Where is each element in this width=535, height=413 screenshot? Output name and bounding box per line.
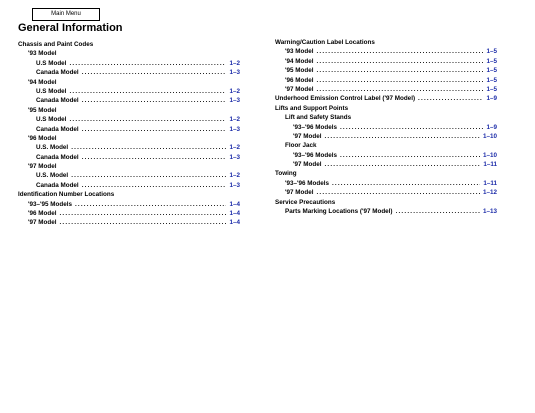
toc-entry-label: '93 Model: [285, 48, 314, 56]
toc-entry[interactable]: [275, 47, 497, 56]
toc-entry-label: '93–'96 Models: [293, 123, 337, 131]
toc-entry-label: '97 Model: [28, 219, 57, 227]
toc-entry[interactable]: [18, 59, 240, 68]
toc-entry-label: U.S. Model: [36, 172, 69, 180]
toc-entry[interactable]: [275, 132, 497, 141]
toc-entry-label: '97 Model: [285, 189, 314, 197]
page-number-link[interactable]: 1–4: [229, 200, 240, 208]
toc-entry-label: Chassis and Paint Codes: [18, 41, 94, 48]
toc-entry-label: Canada Model: [36, 153, 79, 161]
toc-heading: [18, 162, 240, 171]
page-number-link[interactable]: 1–2: [229, 116, 240, 124]
toc-entry[interactable]: [18, 68, 240, 77]
toc-left-column: [18, 40, 240, 228]
toc-entry[interactable]: [18, 143, 240, 152]
dot-leader: [71, 171, 226, 180]
dot-leader: [75, 200, 227, 209]
page-number-link[interactable]: 1–9: [486, 123, 497, 131]
toc-entry-label: '93–'96 Models: [293, 151, 337, 159]
toc-entry[interactable]: [18, 125, 240, 134]
toc-heading: [275, 141, 497, 150]
dot-leader: [59, 209, 226, 218]
toc-entry-label: Floor Jack: [285, 142, 317, 150]
toc-heading: [275, 113, 497, 122]
toc-entry-label: Towing: [275, 170, 297, 178]
toc-entry-label: Lifts and Support Points: [275, 104, 349, 112]
dot-leader: [59, 218, 226, 227]
toc-heading: [18, 134, 240, 143]
toc-entry-label: U.S. Model: [36, 144, 69, 152]
dot-leader: [82, 125, 227, 134]
toc-entry[interactable]: [18, 200, 240, 209]
toc-entry[interactable]: [18, 171, 240, 180]
dot-leader: [69, 59, 226, 68]
dot-leader: [82, 68, 227, 77]
toc-entry[interactable]: [275, 85, 497, 94]
toc-entry[interactable]: [275, 151, 497, 160]
toc-right-column: [275, 38, 497, 216]
toc-entry[interactable]: [275, 123, 497, 132]
toc-heading: [18, 40, 240, 49]
dot-leader: [418, 94, 483, 103]
page-number-link[interactable]: 1–3: [229, 125, 240, 133]
toc-entry[interactable]: [18, 115, 240, 124]
page-number-link[interactable]: 1–11: [483, 179, 497, 187]
toc-entry-label: '93–'96 Models: [285, 179, 329, 187]
toc-entry-label: '97 Model: [293, 132, 322, 140]
toc-entry-label: '96 Model: [28, 134, 57, 142]
toc-entry[interactable]: [275, 179, 497, 188]
dot-leader: [324, 132, 480, 141]
page-number-link[interactable]: 1–2: [229, 59, 240, 67]
page-title: General Information: [18, 22, 123, 34]
page-number-link[interactable]: 1–11: [483, 161, 497, 169]
toc-entry[interactable]: [18, 87, 240, 96]
toc-entry-label: '93 Model: [28, 50, 57, 58]
dot-leader: [82, 181, 227, 190]
dot-leader: [316, 85, 483, 94]
toc-entry-label: Lift and Safety Stands: [285, 114, 352, 122]
page-number-link[interactable]: 1–13: [482, 208, 497, 216]
dot-leader: [69, 87, 226, 96]
toc-heading: [275, 38, 497, 47]
toc-heading: [18, 49, 240, 58]
toc-heading: [18, 190, 240, 199]
toc-heading: [275, 104, 497, 113]
page-number-link[interactable]: 1–5: [486, 57, 497, 65]
dot-leader: [316, 47, 483, 56]
dot-leader: [82, 153, 227, 162]
dot-leader: [324, 160, 480, 169]
page-number-link[interactable]: 1–4: [229, 210, 240, 218]
toc-heading: [18, 106, 240, 115]
toc-entry-label: '94 Model: [285, 57, 314, 65]
toc-entry[interactable]: [275, 188, 497, 197]
toc-entry-label: U.S Model: [36, 87, 67, 95]
dot-leader: [332, 179, 480, 188]
dot-leader: [340, 123, 484, 132]
toc-entry[interactable]: [18, 96, 240, 105]
toc-entry[interactable]: [18, 153, 240, 162]
toc-entry[interactable]: [18, 209, 240, 218]
page-number-link[interactable]: 1–3: [229, 153, 240, 161]
page-number-link[interactable]: 1–2: [229, 87, 240, 95]
main-menu-button[interactable]: Main Menu: [32, 8, 100, 21]
toc-entry-label: Parts Marking Locations ('97 Model): [285, 208, 393, 216]
toc-entry-label: Service Precautions: [275, 198, 336, 206]
toc-entry[interactable]: [18, 181, 240, 190]
dot-leader: [82, 96, 227, 105]
toc-entry-label: '96 Model: [28, 210, 57, 218]
toc-entry[interactable]: [275, 160, 497, 169]
dot-leader: [316, 76, 483, 85]
dot-leader: [71, 143, 226, 152]
page-number-link[interactable]: 1–10: [482, 132, 497, 140]
dot-leader: [316, 57, 483, 66]
toc-entry[interactable]: [275, 207, 497, 216]
toc-entry-label: Identification Number Locations: [18, 191, 115, 199]
page-number-link[interactable]: 1–10: [482, 151, 497, 159]
toc-entry-label: '96 Model: [285, 76, 314, 84]
dot-leader: [69, 115, 226, 124]
page-number-link[interactable]: 1–4: [229, 219, 240, 227]
toc-entry-label: '95 Model: [285, 67, 314, 75]
toc-entry-label: Canada Model: [36, 125, 79, 133]
toc-heading: [275, 169, 497, 178]
dot-leader: [396, 207, 480, 216]
page-number-link[interactable]: 1–5: [486, 85, 497, 93]
toc-entry[interactable]: [18, 218, 240, 227]
toc-entry-label: '97 Model: [28, 163, 57, 171]
page-number-link[interactable]: 1–2: [229, 144, 240, 152]
page-number-link[interactable]: 1–3: [229, 181, 240, 189]
page-number-link[interactable]: 1–3: [229, 69, 240, 77]
toc-entry-label: Warning/Caution Label Locations: [275, 39, 375, 46]
toc-entry-label: U.S Model: [36, 116, 67, 124]
toc-heading: [18, 78, 240, 87]
toc-entry-label: '97 Model: [293, 161, 322, 169]
page-number-link[interactable]: 1–9: [486, 95, 497, 103]
toc-entry[interactable]: [275, 94, 497, 103]
toc-entry[interactable]: [275, 66, 497, 75]
toc-entry-label: Canada Model: [36, 181, 79, 189]
page-number-link[interactable]: 1–3: [229, 97, 240, 105]
page-number-link[interactable]: 1–5: [486, 67, 497, 75]
toc-entry-label: U.S Model: [36, 59, 67, 67]
dot-leader: [316, 188, 480, 197]
toc-entry-label: '93–'95 Models: [28, 200, 72, 208]
toc-heading: [275, 198, 497, 207]
page-number-link[interactable]: 1–12: [482, 189, 497, 197]
toc-entry-label: '94 Model: [28, 78, 57, 86]
toc-entry[interactable]: [275, 76, 497, 85]
dot-leader: [340, 151, 480, 160]
dot-leader: [316, 66, 483, 75]
page-number-link[interactable]: 1–2: [229, 172, 240, 180]
toc-entry-label: '95 Model: [28, 106, 57, 114]
toc-entry[interactable]: [275, 57, 497, 66]
page-number-link[interactable]: 1–5: [486, 48, 497, 56]
toc-entry-label: Canada Model: [36, 97, 79, 105]
page-number-link[interactable]: 1–5: [486, 76, 497, 84]
toc-entry-label: Canada Model: [36, 69, 79, 77]
toc-entry-label: '97 Model: [285, 85, 314, 93]
toc-entry-label: Underhood Emission Control Label ('97 Model): [275, 95, 416, 103]
